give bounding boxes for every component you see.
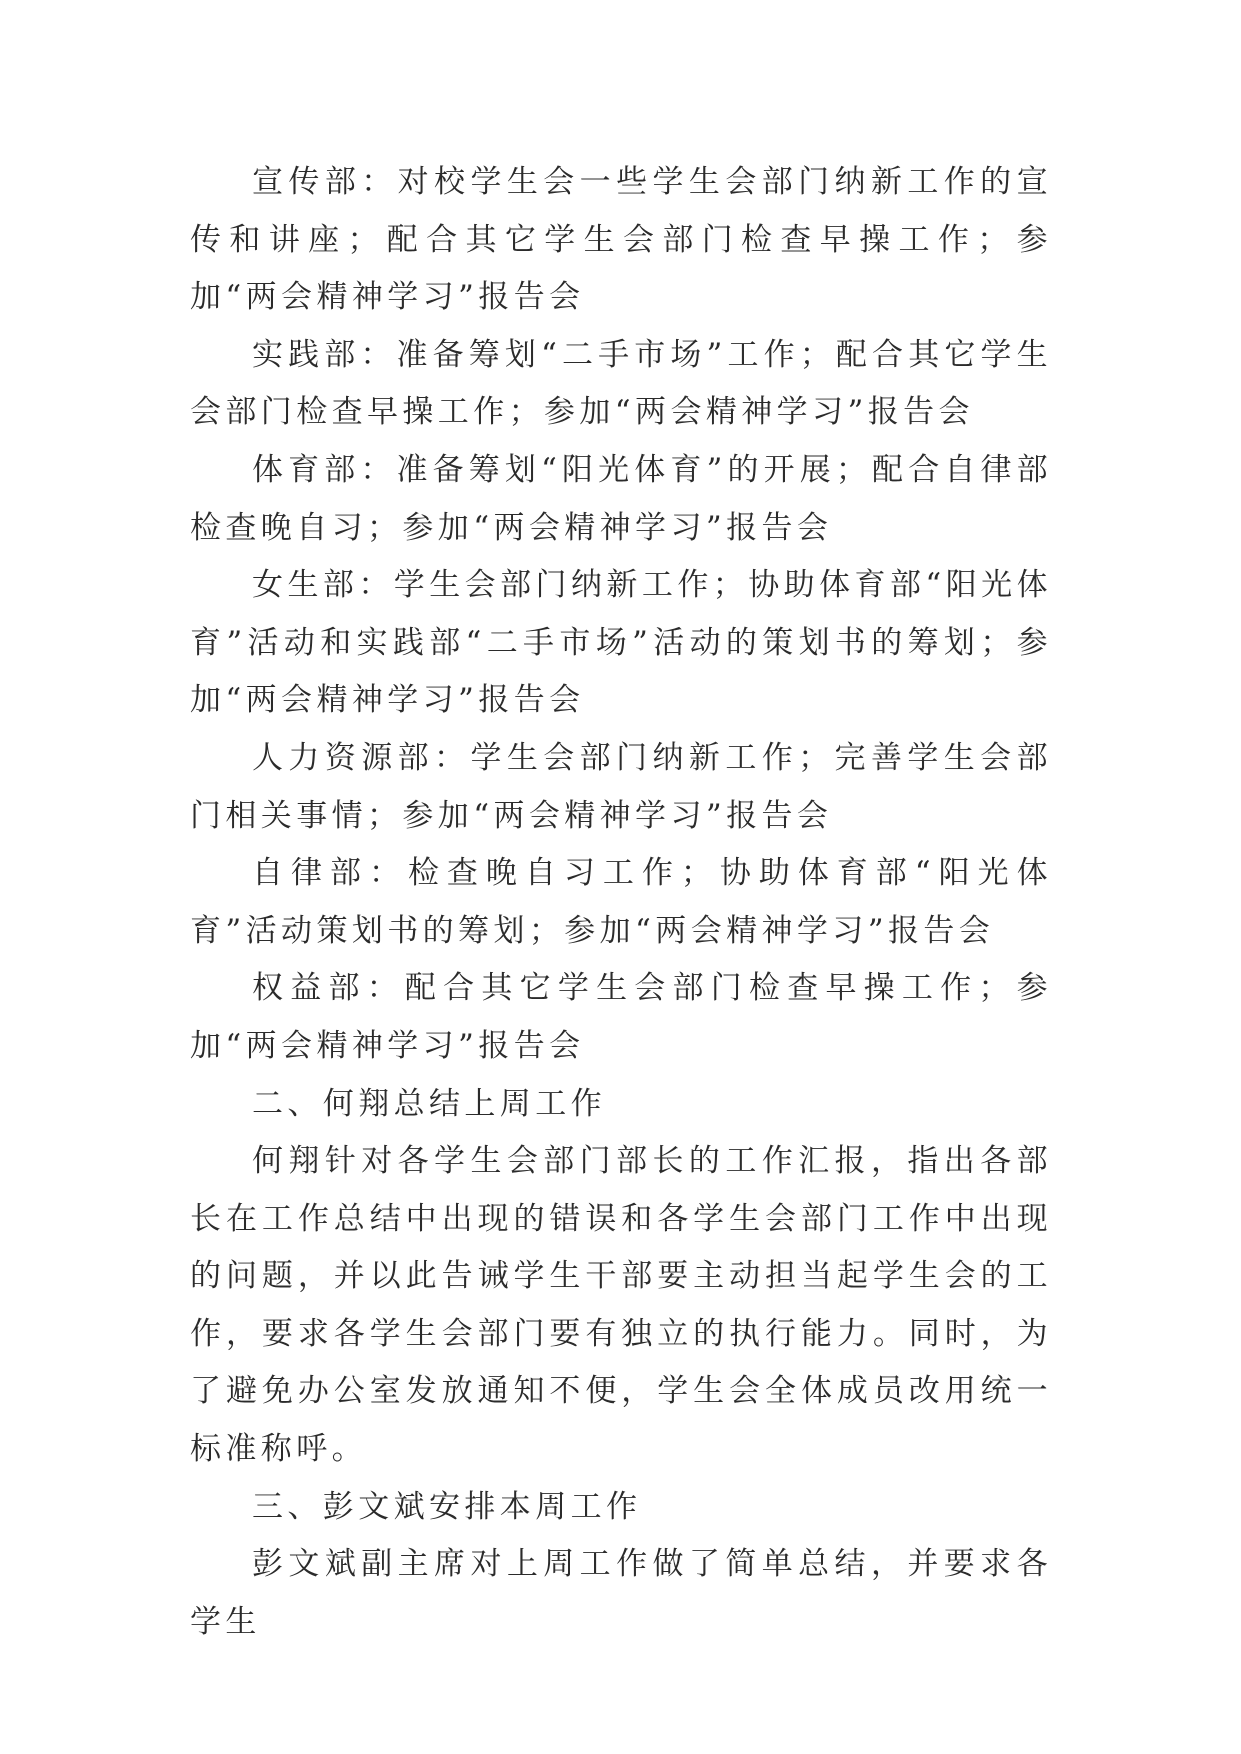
- paragraph-self-discipline-dept: 自律部：检查晚自习工作；协助体育部“阳光体育”活动策划书的筹划；参加“两会精神学习”报告会: [190, 855, 1052, 949]
- paragraph-human-resources-dept: 人力资源部：学生会部门纳新工作；完善学生会部门相关事情；参加“两会精神学习”报告会: [190, 739, 1052, 834]
- paragraph-sports-dept: 体育部：准备筹划“阳光体育”的开展；配合自律部检查晚自习；参加“两会精神学习”报告会: [190, 451, 1052, 546]
- paragraph-female-students-dept: 女生部：学生会部门纳新工作；协助体育部“阳光体育”活动和实践部“二手市场”活动的策划书的筹划；参加“两会精神学习”报告会: [190, 567, 1052, 719]
- document-body: [190, 154, 1052, 1651]
- paragraph-practice-dept: 实践部：准备筹划“二手市场”工作；配合其它学生会部门检查早操工作；参加“两会精神学习”报告会: [190, 336, 1052, 431]
- section-heading-3: 三、彭文斌安排本周工作: [252, 1488, 642, 1525]
- paragraph-propaganda-dept: 宣传部：对校学生会一些学生会部门纳新工作的宣传和讲座；配合其它学生会部门检查早操工作；参加“两会精神学习”报告会: [190, 164, 1052, 316]
- paragraph-summary: 何翔针对各学生会部门部长的工作汇报，指出各部长在工作总结中出现的错误和各学生会部门工作中出现的问题，并以此告诫学生干部要主动担当起学生会的工作，要求各学生会部门要有独立的执行能力。同时，为了避免办公室发放通知不便，学生会全体成员改用统一标准称呼。: [190, 1143, 1052, 1468]
- section-heading-2: 二、何翔总结上周工作: [252, 1085, 606, 1122]
- paragraph-rights-dept: 权益部：配合其它学生会部门检查早操工作；参加“两会精神学习”报告会: [190, 970, 1052, 1064]
- paragraph-arrangement: 彭文斌副主席对上周工作做了简单总结，并要求各学生: [190, 1546, 1052, 1640]
